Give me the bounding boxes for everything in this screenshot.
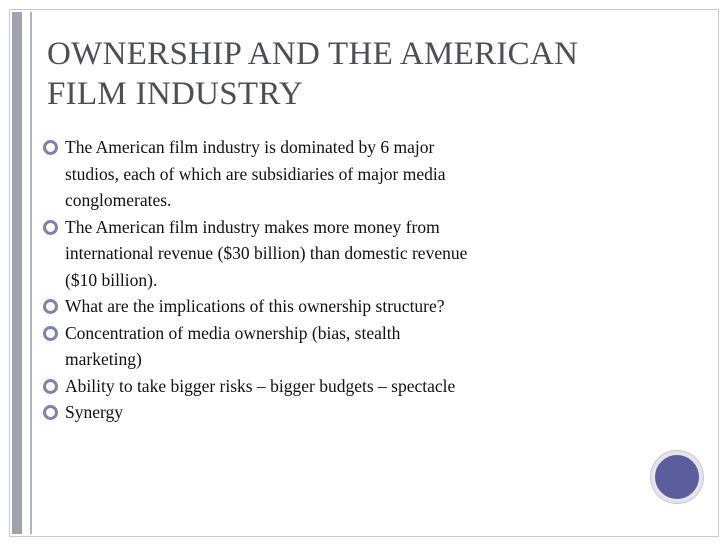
bullet-line: Ability to take bigger risks – bigger budgets – spectacle [65,375,456,396]
decorative-circle-icon [651,451,703,503]
bullet-line: Synergy [65,402,124,422]
bullet-line: international revenue ($30 billion) than domestic revenue [65,243,468,263]
bullet-item [43,320,623,373]
bullet-list [43,134,623,426]
bullet-item [43,134,623,214]
bullet-line: What are the implications of this ownership structure? [65,296,445,316]
bullet-line: conglomerates. [65,190,172,210]
left-accent-bar [12,12,22,534]
bullet-line: The American film industry is dominated by 6 major [65,137,435,157]
bullet-line: Concentration of media ownership (bias, stealth [65,322,401,343]
bullet-line: ($10 billion). [65,269,158,290]
slide-title [47,34,687,114]
ring-bullet-icon [43,299,58,314]
bullet-line: The American film industry makes more money from [65,216,440,237]
title-line: OWNERSHIP AND THE AMERICAN [47,36,579,72]
ring-bullet-icon [43,220,58,235]
bullet-line: studios, each of which are subsidiaries of major media [65,163,446,184]
title-line: FILM INDUSTRY [47,76,304,112]
ring-bullet-icon [43,326,58,341]
left-accent-line [30,12,32,534]
bullet-item [43,373,623,400]
ring-bullet-icon [43,405,58,420]
ring-bullet-icon [43,379,58,394]
ring-bullet-icon [43,140,58,155]
bullet-item [43,214,623,294]
bullet-item [43,293,623,320]
bullet-item [43,399,623,426]
bullet-line: marketing) [65,349,142,369]
